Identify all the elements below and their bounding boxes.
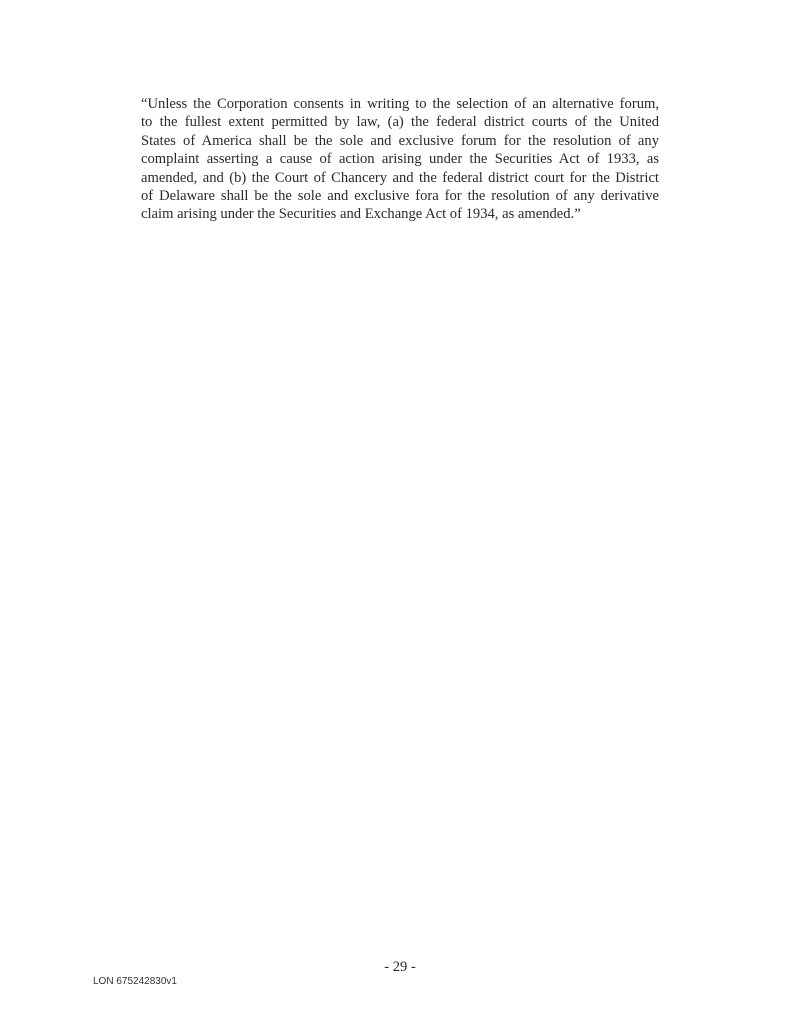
paragraph-line: to the fullest extent permitted by law, (a) the federal district courts of the United [141, 114, 659, 131]
paragraph-line: amended, and (b) the Court of Chancery and the federal district court for the District [141, 169, 659, 186]
document-reference-footer: LON 675242830v1 [93, 976, 177, 987]
quoted-forum-clause-paragraph [141, 95, 659, 224]
paragraph-line: of Delaware shall be the sole and exclusive fora for the resolution of any derivative [141, 188, 659, 205]
page-number: - 29 - [384, 959, 416, 975]
paragraph-line: claim arising under the Securities and Exchange Act of 1934, as amended.” [141, 206, 581, 223]
paragraph-line: States of America shall be the sole and exclusive forum for the resolution of any [141, 132, 659, 149]
paragraph-line: “Unless the Corporation consents in writing to the selection of an alternative forum, [141, 96, 659, 112]
paragraph-line: complaint asserting a cause of action arising under the Securities Act of 1933, as [141, 151, 659, 168]
